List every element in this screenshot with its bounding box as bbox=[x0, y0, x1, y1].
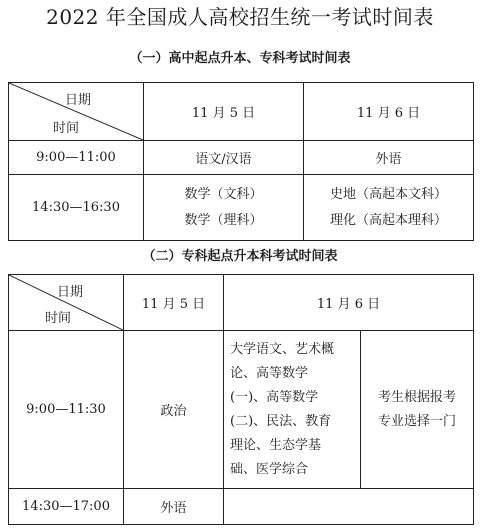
time-cell: 14:30—17:00 bbox=[9, 489, 124, 525]
exam-cell bbox=[144, 175, 304, 241]
exam-cell: 外语 bbox=[304, 141, 474, 175]
exam-cell: 政治 bbox=[124, 331, 224, 489]
exam-line: (一)、高等数学 bbox=[230, 389, 319, 405]
table1-caption: （一）高中起点升本、专科考试时间表 bbox=[129, 51, 351, 66]
exam-cell bbox=[224, 489, 474, 525]
column-header-nov5: 11 月 5 日 bbox=[144, 83, 304, 141]
exam-cell bbox=[224, 331, 361, 489]
diagonal-header-cell bbox=[9, 275, 124, 331]
header-time-label: 时间 bbox=[45, 311, 72, 326]
exam-line: 础、医学综合 bbox=[230, 461, 309, 477]
exam-line: 史地（高起本文科） bbox=[329, 186, 447, 202]
time-cell: 9:00—11:00 bbox=[9, 141, 144, 175]
exam-line: 理化（高起本理科） bbox=[329, 212, 447, 228]
exam-cell bbox=[361, 331, 474, 489]
exam-cell bbox=[304, 175, 474, 241]
exam-line: 专业选择一门 bbox=[377, 413, 456, 429]
exam-cell: 外语 bbox=[124, 489, 224, 525]
exam-line: 理论、生态学基 bbox=[230, 437, 322, 453]
table2-caption: （二）专科起点升本科考试时间表 bbox=[142, 249, 338, 264]
exam-line: 考生根据报考 bbox=[377, 389, 456, 405]
column-header-nov6: 11 月 6 日 bbox=[224, 275, 474, 331]
header-date-label: 日期 bbox=[56, 285, 83, 300]
header-date-label: 日期 bbox=[64, 93, 91, 108]
page-title: 2022 年全国成人高校招生统一考试时间表 bbox=[46, 5, 434, 29]
column-header-nov6: 11 月 6 日 bbox=[304, 83, 474, 141]
exam-line: 数学（理科） bbox=[184, 212, 263, 228]
exam-line: (二)、民法、教育 bbox=[230, 413, 332, 429]
schedule-table-2 bbox=[8, 274, 474, 525]
exam-line: 数学（文科） bbox=[184, 186, 263, 202]
diagonal-header-cell bbox=[9, 83, 144, 141]
column-header-nov5: 11 月 5 日 bbox=[124, 275, 224, 331]
time-cell: 9:00—11:30 bbox=[9, 331, 124, 489]
time-cell: 14:30—16:30 bbox=[9, 175, 144, 241]
exam-line: 论、高等数学 bbox=[230, 365, 309, 381]
exam-line: 大学语文、艺术概 bbox=[230, 341, 335, 357]
schedule-table-1 bbox=[8, 82, 474, 241]
header-time-label: 时间 bbox=[53, 121, 80, 136]
exam-cell: 语文/汉语 bbox=[144, 141, 304, 175]
